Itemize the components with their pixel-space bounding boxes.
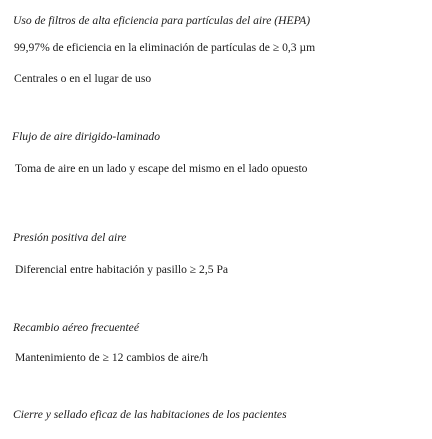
section-heading-laminar-flow: Flujo de aire dirigido-laminado (12, 130, 161, 143)
section-heading-room-sealing: Cierre y sellado eficaz de las habitaciones de los pacientes (13, 408, 287, 421)
section-item-hepa-efficiency: 99,97% de eficiencia en la eliminación de partículas de ≥ 0,3 µm (14, 41, 316, 54)
section-item-air-changes-per-hour: Mantenimiento de ≥ 12 cambios de aire/h (15, 351, 209, 364)
section-item-hepa-location: Centrales o en el lugar de uso (14, 72, 152, 85)
section-heading-hepa-filters: Uso de filtros de alta eficiencia para partículas del aire (HEPA) (13, 14, 311, 27)
section-heading-air-exchange: Recambio aéreo frecuenteé (13, 321, 139, 334)
section-item-air-intake-exhaust: Toma de aire en un lado y escape del mismo en el lado opuesto (15, 162, 308, 175)
section-item-pressure-differential: Diferencial entre habitación y pasillo ≥ 2,5 Pa (15, 263, 229, 276)
section-heading-positive-pressure: Presión positiva del aire (13, 231, 127, 244)
